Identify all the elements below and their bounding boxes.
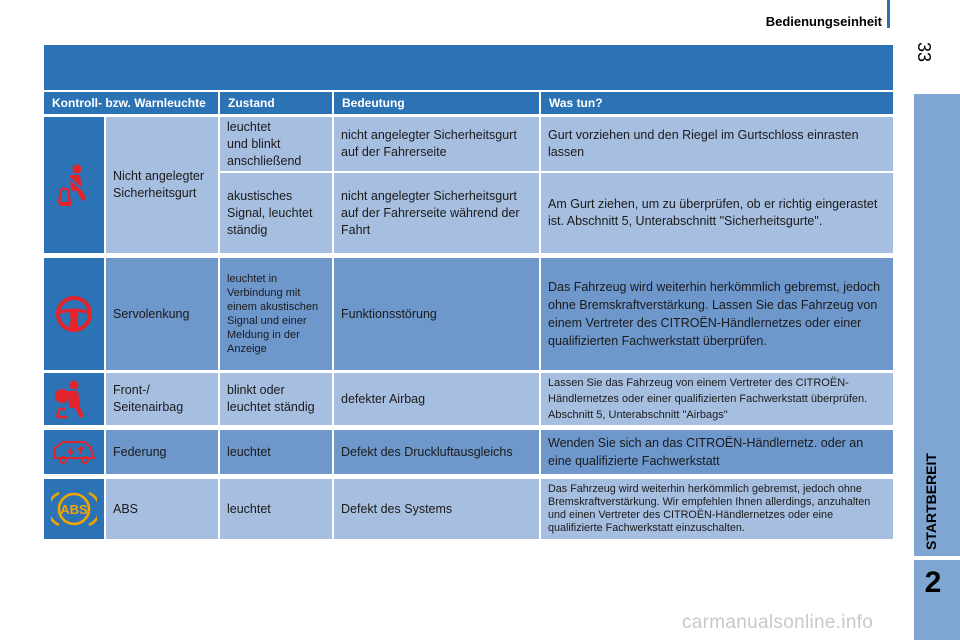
- warning-lights-table: [44, 45, 893, 539]
- watermark: carmanualsonline.info: [682, 612, 874, 633]
- table-row-suspension: [44, 430, 893, 474]
- table-banner: [44, 45, 893, 90]
- row-action: Gurt vorziehen und den Riegel im Gurtschloss einrasten lassen: [541, 117, 893, 171]
- table-header-row: [44, 92, 893, 114]
- row-state: leuchtet in Verbindung mit einem akustischen Signal und einer Meldung in der Anzeige: [220, 258, 334, 370]
- column-header-meaning: Bedeutung: [334, 92, 541, 114]
- header-accent-bar: [887, 0, 890, 28]
- row-meaning: Funktionsstörung: [334, 258, 541, 370]
- row-action: Das Fahrzeug wird weiterhin herkömmlich gebremst, jedoch ohne Bremskraftverstärkung. Lassen Sie das Fahrzeug von einem Vertreter des CITROËN-Händlernetzes oder einer qualifizierten Fachwerkstatt überprüfen.: [541, 258, 893, 370]
- row-state: leuchtet und blinkt anschließend: [220, 117, 334, 171]
- seatbelt-warning-icon: [44, 117, 106, 253]
- row-action: Das Fahrzeug wird weiterhin herkömmlich gebremst, jedoch ohne Bremskraftverstärkung. Wir empfehlen Ihnen allerdings, anzuhalten und einen Vertreter des CITROËN-Händlernetzes oder eine qualifizierte Fachwerkstatt einzuschalten.: [541, 479, 893, 539]
- abs-icon: [44, 479, 106, 539]
- table-row-seatbelt: [44, 117, 893, 253]
- row-meaning: Defekt des Druckluftausgleichs: [334, 430, 541, 474]
- row-state: leuchtet: [220, 479, 334, 539]
- row-action: Lassen Sie das Fahrzeug von einem Vertreter des CITROËN-Händlernetzes oder einer qualifizierten Fachwerkstatt überprüfen. Abschnitt 5, Unterabschnitt "Airbags": [541, 373, 893, 425]
- table-row-airbag: [44, 373, 893, 425]
- column-header-light: Kontroll- bzw. Warnleuchte: [44, 92, 220, 114]
- steering-wheel-icon: [44, 258, 106, 370]
- row-action: Wenden Sie sich an das CITROËN-Händlernetz. oder an eine qualifizierte Fachwerkstatt: [541, 430, 893, 474]
- row-meaning: Defekt des Systems: [334, 479, 541, 539]
- abs-icon-text: ABS: [60, 502, 88, 517]
- row-name: ABS: [106, 479, 220, 539]
- row-name: Front-/ Seitenairbag: [106, 373, 220, 425]
- column-header-action: Was tun?: [549, 96, 603, 110]
- row-name: Federung: [106, 430, 220, 474]
- row-name: Servolenkung: [106, 258, 220, 370]
- row-state: blinkt oder leuchtet ständig: [220, 373, 334, 425]
- row-name: Nicht angelegter Sicherheitsgurt: [106, 117, 220, 253]
- row-state: akustisches Signal, leuchtet ständig: [220, 173, 334, 253]
- chapter-number: 2: [924, 566, 942, 599]
- section-title: Bedienungseinheit: [765, 14, 882, 29]
- chapter-label: STARTBEREIT: [923, 453, 939, 550]
- airbag-icon: [44, 373, 106, 425]
- suspension-icon: [44, 430, 106, 474]
- row-meaning: nicht angelegter Sicherheitsgurt auf der Fahrerseite: [334, 117, 541, 171]
- row-action: Am Gurt ziehen, um zu überprüfen, ob er richtig eingerastet ist. Abschnitt 5, Unterabschnitt "Sicherheitsgurte".: [541, 173, 893, 253]
- table-row-abs: [44, 479, 893, 539]
- column-header-state: Zustand: [220, 92, 334, 114]
- row-state: leuchtet: [220, 430, 334, 474]
- row-meaning: nicht angelegter Sicherheitsgurt auf der Fahrerseite während der Fahrt: [334, 173, 541, 253]
- page-number: 33: [914, 42, 934, 63]
- table-row-power-steering: [44, 258, 893, 370]
- row-meaning: defekter Airbag: [334, 373, 541, 425]
